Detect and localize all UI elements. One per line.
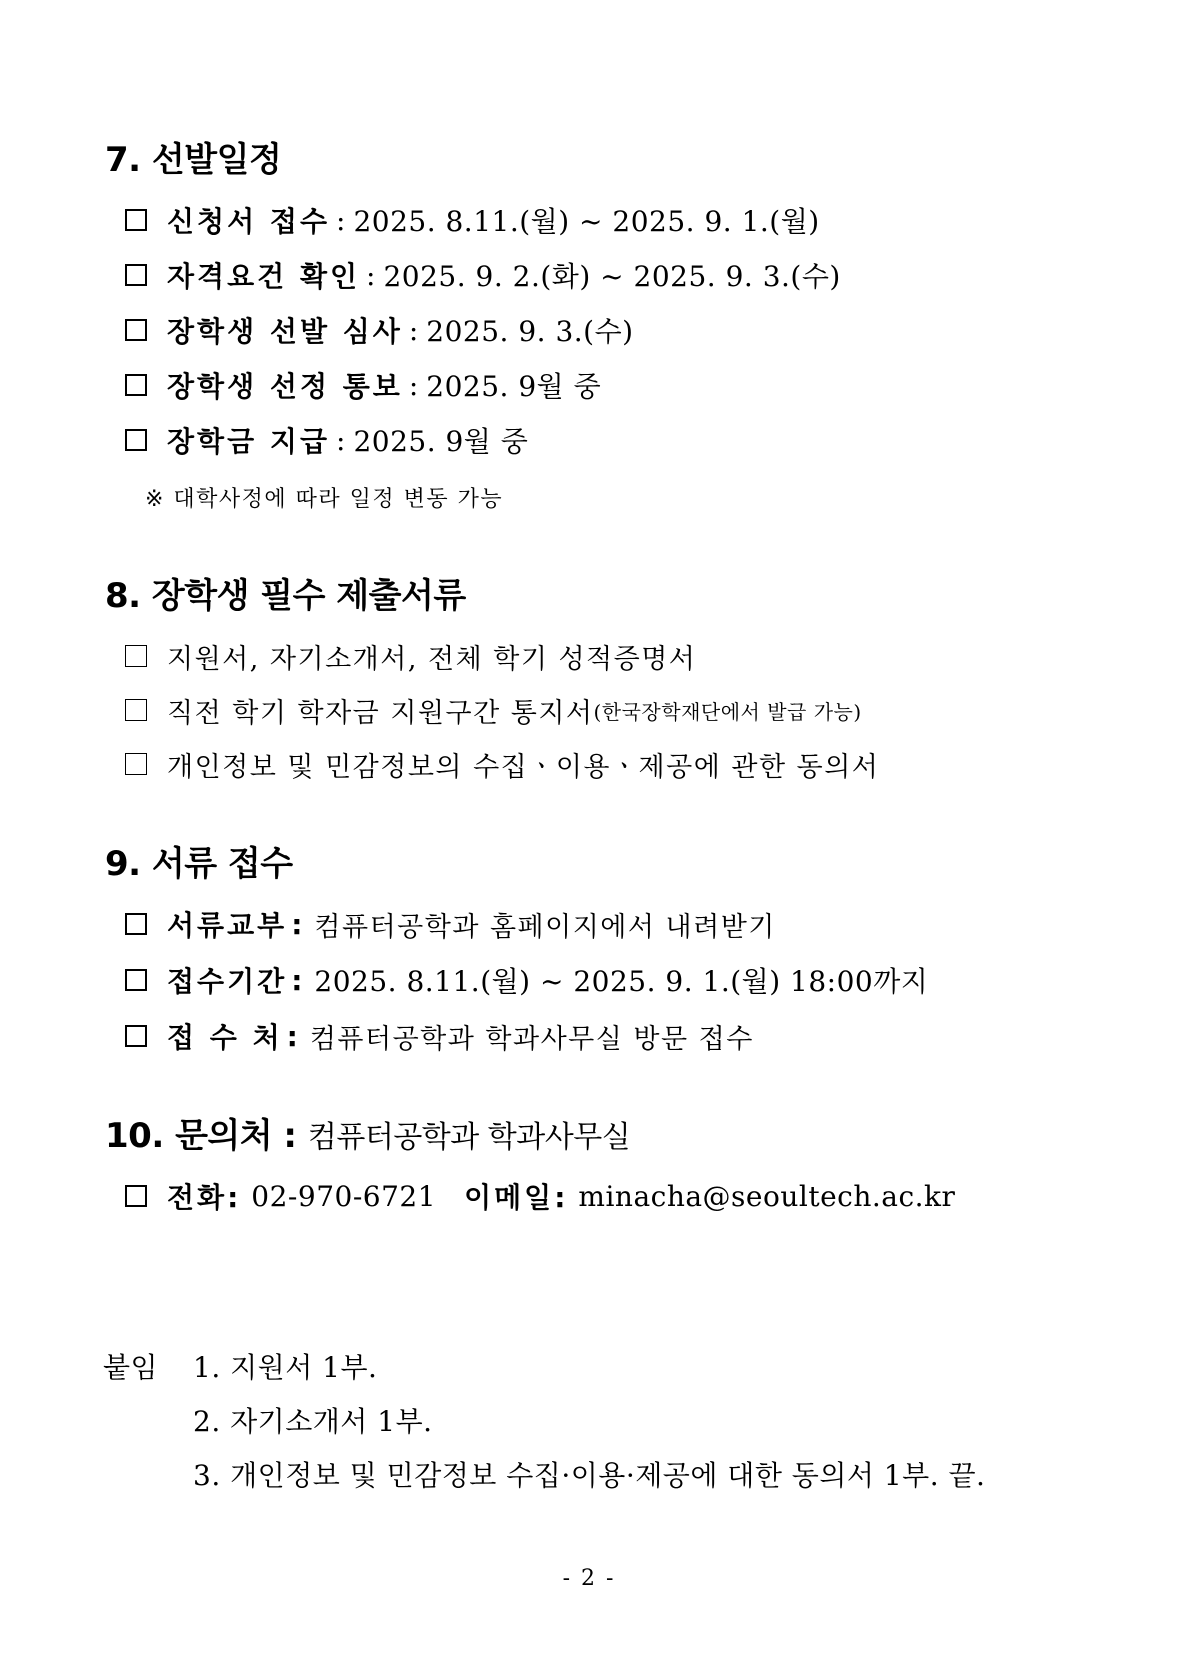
separator-colon: : [336,423,346,457]
schedule-note: ※ 대학사정에 따라 일정 변동 가능 [145,487,504,512]
separator-colon: : [336,203,346,237]
schedule-row-review [125,310,634,350]
submission-value: 2025. 8.11.(월) ~ 2025. 9. 1.(월) 18:00까지 [314,965,929,998]
section7-title: 7. 선발일정 [105,140,282,180]
submission-row-period [125,960,928,1000]
separator-colon: : [286,1019,298,1053]
document-text: 직전 학기 학자금 지원구간 통지서 [167,697,594,729]
submission-label: 접 수 처 [167,1021,283,1054]
submission-row-distribution [125,904,776,944]
page-number: - 2 - [562,1566,616,1591]
schedule-value: 2025. 9. 2.(화) ~ 2025. 9. 3.(수) [383,260,841,293]
email-label: 이메일: [464,1181,569,1214]
schedule-label: 자격요건 확인 [167,260,361,293]
document-row-application [125,636,696,676]
submission-label: 접수기간 [167,965,288,998]
section10-title [105,1108,630,1157]
separator-colon: : [408,313,419,347]
checkbox-square-icon [125,429,147,451]
section10-contact-office: 컴퓨터공학과 학과사무실 [307,1120,631,1155]
checkbox-square-icon [125,645,147,667]
document-small-note: (한국장학재단에서 발급 가능) [593,699,862,724]
checkbox-square-icon [125,699,147,721]
section10-title-text: 10. 문의처 : [105,1116,297,1156]
separator-colon: : [408,368,419,402]
contact-row [125,1176,955,1216]
schedule-value: 2025. 9월 중 [426,370,602,403]
section8-title: 8. 장학생 필수 제출서류 [105,576,466,616]
phone-value: 02-970-6721 [251,1179,437,1213]
schedule-label: 장학금 지급 [167,425,330,458]
attachments-title: 붙임 [103,1351,159,1384]
email-value: minacha@seoultech.ac.kr [578,1179,956,1213]
document-row-consent [125,744,879,784]
schedule-label: 장학생 선정 통보 [167,370,403,403]
checkbox-square-icon [125,969,147,991]
checkbox-square-icon [125,1025,147,1047]
submission-value: 컴퓨터공학과 학과사무실 방문 접수 [309,1023,754,1055]
schedule-label: 장학생 선발 심사 [167,315,403,348]
schedule-row-payment [125,420,528,460]
schedule-value: 2025. 9. 3.(수) [426,315,634,348]
schedule-row-application [125,200,820,240]
schedule-value: 2025. 8.11.(월) ~ 2025. 9. 1.(월) [353,205,820,238]
document-row-income-notice [125,690,862,730]
separator-colon: : [291,963,303,997]
submission-row-place [125,1016,754,1056]
section9-title: 9. 서류 접수 [105,844,293,884]
document-text: 개인정보 및 민감정보의 수집ㆍ이용ㆍ제공에 관한 동의서 [167,751,880,783]
checkbox-square-icon [125,913,147,935]
submission-value: 컴퓨터공학과 홈페이지에서 내려받기 [314,911,776,943]
schedule-row-notification [125,365,601,405]
checkbox-square-icon [125,1185,147,1207]
submission-label: 서류교부 [167,909,288,942]
schedule-label: 신청서 접수 [167,205,330,238]
phone-label: 전화: [167,1181,242,1214]
checkbox-square-icon [125,264,147,286]
checkbox-square-icon [125,209,147,231]
document-text: 지원서, 자기소개서, 전체 학기 성적증명서 [167,643,697,675]
separator-colon: : [366,258,376,292]
attachment-item: 3. 개인정보 및 민감정보 수집·이용·제공에 대한 동의서 1부. 끝. [193,1459,986,1492]
attachment-item: 2. 자기소개서 1부. [193,1405,433,1438]
checkbox-square-icon [125,753,147,775]
schedule-row-eligibility [125,255,841,295]
separator-colon: : [291,907,303,941]
attachment-item: 1. 지원서 1부. [193,1351,378,1384]
checkbox-square-icon [125,374,147,396]
schedule-value: 2025. 9월 중 [353,425,529,458]
checkbox-square-icon [125,319,147,341]
